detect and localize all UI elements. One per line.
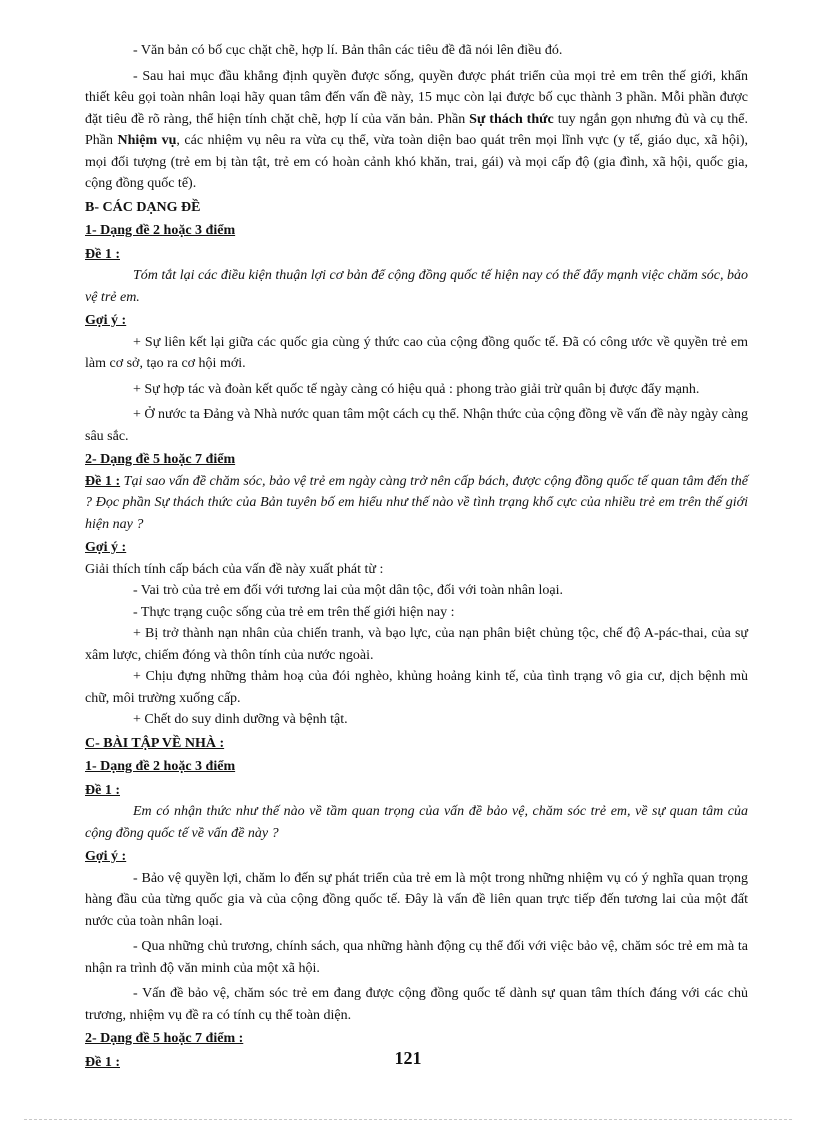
paragraph: - Sau hai mục đầu khẳng định quyền được sống, quyền được phát triển của mọi trẻ em trên thế giới, khẩn thiết kêu gọi toàn nhân loại hãy quan tâm đến vấn đề này, 15 mục còn lại được bố cục thành 3 phần. Mỗi phần được đặt tiêu đề rõ ràng, thể hiện tính chặt chẽ, hợp lí của văn bản. Phần Sự thách thức tuy ngắn gọn nhưng đủ và cụ thể. Phần Nhiệm vụ, các nhiệm vụ nêu ra vừa cụ thể, vừa toàn diện bao quát trên mọi lĩnh vực (y tế, giáo dục, xã hội), mọi đối tượng (trẻ em bị tàn tật, trẻ em có hoàn cảnh khó khăn, trai, gái) và mọi cấp độ (gia đình, xã hội, quốc gia, cộng đồng quốc tế). bbox=[85, 68, 749, 191]
hint-label: Gợi ý : bbox=[85, 540, 127, 555]
question-text: Tóm tắt lại các điều kiện thuận lợi cơ bản để cộng đồng quốc tế hiện nay có thể đẩy mạnh việc chăm sóc, bảo vệ trẻ em. bbox=[85, 268, 748, 305]
answer-item: - Qua những chủ trương, chính sách, qua những hành động cụ thể đối với việc bảo vệ, chăm sóc trẻ em mà ta nhận ra trình độ văn minh của một xã hội. bbox=[85, 939, 748, 976]
hint-label: Gợi ý : bbox=[85, 849, 127, 864]
answer-item: + Sự liên kết lại giữa các quốc gia cùng ý thức cao của cộng đồng quốc tế. Đã có công ước về quyền trẻ em làm cơ sở, tạo ra cơ hội mới. bbox=[85, 334, 748, 371]
answer-intro: Giải thích tính cấp bách của vấn đề này xuất phát từ : bbox=[85, 561, 384, 577]
subsection-heading: 1- Dạng đề 2 hoặc 3 điểm bbox=[85, 759, 236, 774]
page-number: 121 bbox=[394, 1048, 422, 1068]
hint-label: Gợi ý : bbox=[85, 313, 127, 328]
subsection-heading: 2- Dạng đề 5 hoặc 7 điểm bbox=[85, 452, 236, 467]
answer-item: - Thực trạng cuộc sống của trẻ em trên thế giới hiện nay : bbox=[133, 604, 455, 620]
answer-item: - Vấn đề bảo vệ, chăm sóc trẻ em đang được cộng đồng quốc tế dành sự quan tâm thích đáng với các chủ trương, nhiệm vụ đề ra có tính cụ thể toàn diện. bbox=[85, 986, 748, 1023]
section-heading: B- CÁC DẠNG ĐỀ bbox=[85, 199, 201, 215]
question-text: Đề 1 : Tại sao vấn đề chăm sóc, bảo vệ trẻ em ngày càng trở nên cấp bách, được cộng đồng quốc tế quan tâm đến thế ? Đọc phần Sự thách thức của Bản tuyên bố em hiểu như thế nào về tình trạng khổ cực của nhiều trẻ em trên thế giới hiện nay ? bbox=[85, 473, 748, 532]
answer-item: - Vai trò của trẻ em đối với tương lai của một dân tộc, đối với toàn nhân loại. bbox=[133, 583, 563, 598]
section-heading: C- BÀI TẬP VỀ NHÀ : bbox=[85, 735, 225, 751]
answer-item: + Chịu đựng những thảm hoạ của đói nghèo, khủng hoảng kinh tế, của tình trạng vô gia cư, dịch bệnh mù chữ, môi trường xuống cấp. bbox=[85, 669, 748, 706]
question-label: Đề 1 : bbox=[85, 1054, 120, 1070]
footer-divider bbox=[24, 1119, 792, 1120]
question-label: Đề 1 : bbox=[85, 246, 120, 262]
subsection-heading: 1- Dạng đề 2 hoặc 3 điểm bbox=[85, 223, 236, 238]
question-text: Em có nhận thức như thế nào về tầm quan trọng của vấn đề bảo vệ, chăm sóc trẻ em, về sự quan tâm của cộng đồng quốc tế về vấn đề này ? bbox=[85, 804, 748, 841]
answer-item: + Chết do suy dinh dưỡng và bệnh tật. bbox=[133, 712, 348, 727]
answer-item: + Bị trở thành nạn nhân của chiến tranh, và bạo lực, của nạn phân biệt chủng tộc, chế độ A-pác-thai, của sự xâm lược, chiếm đóng và thôn tính của nước ngoài. bbox=[85, 626, 748, 663]
bold-term: Sự thách thức bbox=[469, 111, 554, 127]
bold-term: Nhiệm vụ bbox=[117, 133, 177, 148]
paragraph: - Văn bản có bố cục chặt chẽ, hợp lí. Bản thân các tiêu đề đã nói lên điều đó. bbox=[133, 43, 563, 58]
page-content bbox=[85, 40, 748, 1073]
subsection-heading: 2- Dạng đề 5 hoặc 7 điểm : bbox=[85, 1031, 244, 1046]
question-label: Đề 1 : bbox=[85, 473, 121, 489]
answer-item: + Sự hợp tác và đoàn kết quốc tế ngày càng có hiệu quả : phong trào giải trừ quân bị được đẩy mạnh. bbox=[133, 381, 700, 397]
answer-item: + Ở nước ta Đảng và Nhà nước quan tâm một cách cụ thể. Nhận thức của cộng đồng về vấn đề này ngày càng sâu sắc. bbox=[85, 407, 748, 444]
answer-item: - Bảo vệ quyền lợi, chăm lo đến sự phát triển của trẻ em là một trong những nhiệm vụ có ý nghĩa quan trọng hàng đầu của từng quốc gia và của cộng đồng quốc tế. Đây là vấn đề liên quan trực tiếp đến tương lai của một đất nước của toàn nhân loại. bbox=[85, 870, 748, 929]
question-label: Đề 1 : bbox=[85, 782, 120, 798]
